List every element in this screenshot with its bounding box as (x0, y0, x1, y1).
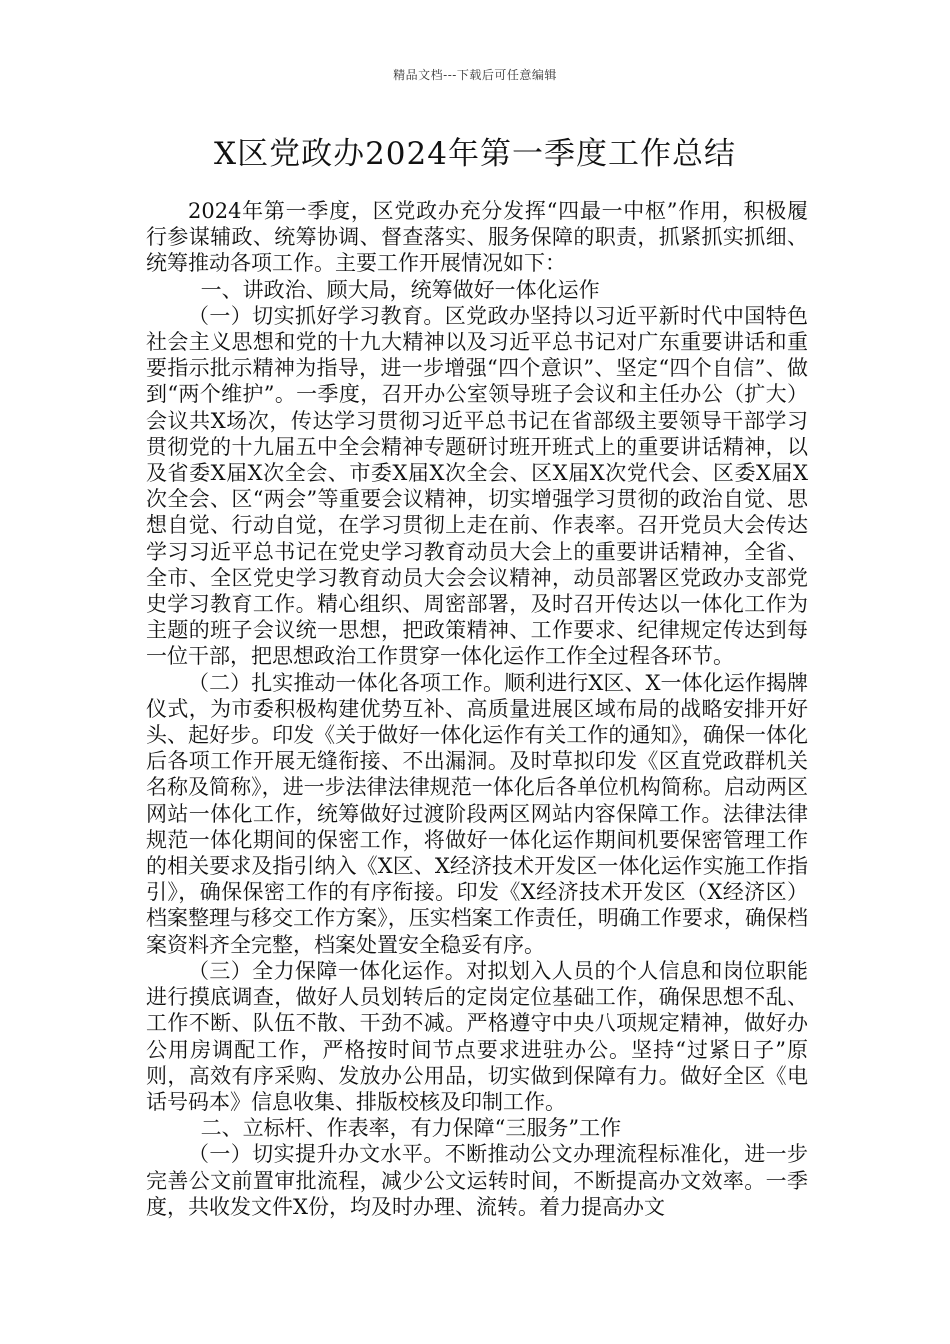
document-body (146, 198, 808, 1220)
header-note: 精品文档---下载后可任意编辑 (393, 68, 557, 82)
paragraph-intro: 2024年第一季度，区党政办充分发挥“四最一中枢”作用，积极履行参谋辅政、统筹协调、督查落实、服务保障的职责，抓紧抓实抓细、统筹推动各项工作。主要工作开展情况如下： (146, 199, 808, 276)
section-heading-2: 二、立标杆、作表率，有力保障“三服务”工作 (200, 1116, 622, 1141)
paragraph-1-3: （三）全力保障一体化运作。对拟划入人员的个人信息和岗位职能进行摸底调查，做好人员划转后的定岗定位基础工作，确保思想不乱、工作不断、队伍不散、干劲不减。严格遵守中央八项规定精神，做好办公用房调配工作，严格按时间节点要求进驻办公。坚持“过紧日子”原则，高效有序采购、发放办公用品，切实做到保障有力。做好全区《电话号码本》信息收集、排版校核及印制工作。 (146, 958, 808, 1114)
paragraph-2-1: （一）切实提升办文水平。不断推动公文办理流程标准化，进一步完善公文前置审批流程，减少公文运转时间，不断提高办文效率。一季度，共收发文件X份，均及时办理、流转。着力提高办文 (146, 1142, 808, 1219)
paragraph-1-2: （二）扎实推动一体化各项工作。顺利进行X区、X一体化运作揭牌仪式，为市委积极构建优势互补、高质量进展区域布局的战略安排开好头、起好步。印发《关于做好一体化运作有关工作的通知》，确保一体化后各项工作开展无缝衔接、不出漏洞。及时草拟印发《区直党政群机关名称及简称》，进一步法律法律规范一体化后各单位机构简称。启动两区网站一体化工作，统筹做好过渡阶段两区网站内容保障工作。法律法律规范一体化期间的保密工作，将做好一体化运作期间机要保密管理工作的相关要求及指引纳入《X区、X经济技术开发区一体化运作实施工作指引》，确保保密工作的有序衔接。印发《X经济技术开发区（X经济区）档案整理与移交工作方案》，压实档案工作责任，明确工作要求，确保档案资料齐全完整，档案处置安全稳妥有序。 (146, 670, 808, 957)
paragraph-1-1: （一）切实抓好学习教育。区党政办坚持以习近平新时代中国特色社会主义思想和党的十九大精神以及习近平总书记对广东重要讲话和重要指示批示精神为指导，进一步增强“四个意识”、坚定“四个自信”、做到“两个维护”。一季度，召开办公室领导班子会议和主任办公（扩大）会议共X场次，传达学习贯彻习近平总书记在省部级主要领导干部学习贯彻党的十九届五中全会精神专题研讨班开班式上的重要讲话精神，以及省委X届X次全会、市委X届X次全会、区X届X次党代会、区委X届X次全会、区“两会”等重要会议精神，切实增强学习贯彻的政治自觉、思想自觉、行动自觉，在学习贯彻上走在前、作表率。召开党员大会传达学习习近平总书记在党史学习教育动员大会上的重要讲话精神，全省、全市、全区党史学习教育动员大会会议精神，动员部署区党政办支部党史学习教育工作。精心组织、周密部署，及时召开传达以一体化工作为主题的班子会议统一思想，把政策精神、工作要求、纪律规定传达到每一位干部，把思想政治工作贯穿一体化运作工作全过程各环节。 (146, 303, 808, 669)
section-heading-1: 一、讲政治、顾大局，统筹做好一体化运作 (200, 277, 600, 302)
document-title: X区党政办2024年第一季度工作总结 (214, 136, 736, 172)
